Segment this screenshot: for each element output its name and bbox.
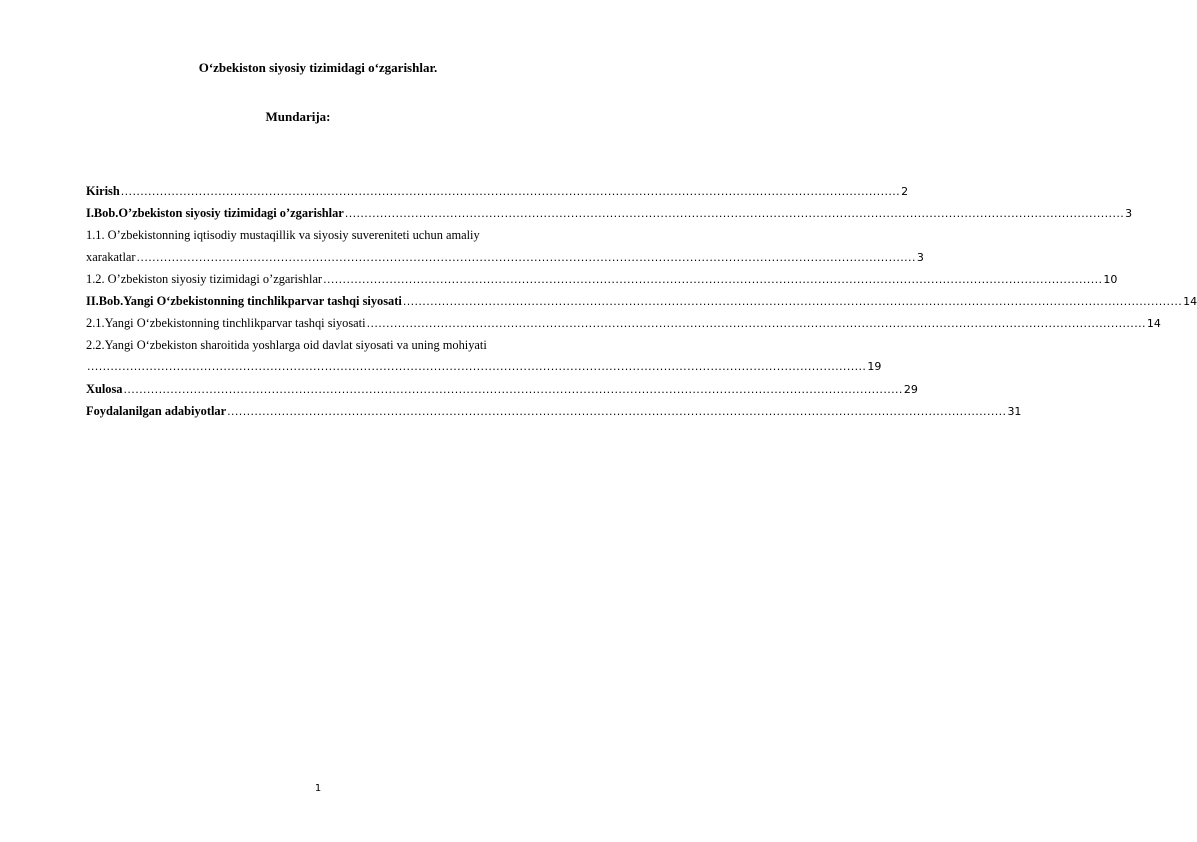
toc-page-number: 3 bbox=[916, 251, 924, 264]
toc-leader-dots: ........................................................................................................................................................................................................ bbox=[123, 383, 903, 396]
document-title: O‘zbekiston siyosiy tizimidagi o‘zgarishlar. bbox=[198, 60, 438, 75]
toc-page-number: 31 bbox=[1007, 405, 1022, 418]
toc-leader-dots: ........................................................................................................................................................................................................ bbox=[87, 360, 867, 373]
toc-entry-bob2[interactable] bbox=[86, 290, 1197, 312]
toc-page-number: 14 bbox=[1146, 317, 1161, 330]
toc-entry-s11-line1[interactable]: 1.1. O’zbekistonning iqtisodiy mustaqillik va siyosiy suvereniteti uchun amaliy bbox=[86, 228, 480, 242]
toc-heading: Mundarija: bbox=[265, 109, 331, 124]
toc-entry-bob1[interactable] bbox=[86, 202, 1133, 224]
toc-entry-text: xarakatlar bbox=[86, 250, 136, 264]
toc-entry-xulosa[interactable] bbox=[86, 378, 918, 400]
toc-page-number: 14 bbox=[1183, 295, 1197, 308]
page-number: 1 bbox=[314, 783, 322, 794]
toc-page-number: 3 bbox=[1125, 207, 1133, 220]
toc-leader-dots: ........................................................................................................................................................................................................ bbox=[323, 273, 1103, 286]
toc-entry-s22[interactable] bbox=[86, 356, 882, 378]
toc-leader-dots: ........................................................................................................................................................................................................ bbox=[366, 317, 1146, 330]
toc-entry-s21[interactable] bbox=[86, 312, 1161, 334]
toc-entry-text: 2.1.Yangi O‘zbekistonning tinchlikparvar tashqi siyosati bbox=[86, 316, 366, 330]
toc-entry-s22-line1[interactable]: 2.2.Yangi O‘zbekiston sharoitida yoshlarga oid davlat siyosati va uning mohiyati bbox=[86, 338, 487, 352]
toc-entry-text: 1.2. O’zbekiston siyosiy tizimidagi o’zgarishlar bbox=[86, 272, 323, 286]
toc-entry-text: II.Bob.Yangi O‘zbekistonning tinchlikparvar tashqi siyosati bbox=[86, 294, 402, 308]
toc-entry-text: Kirish bbox=[86, 184, 120, 198]
toc-page-number: 2 bbox=[901, 185, 909, 198]
toc-entry-text: Foydalanilgan adabiyotlar bbox=[86, 404, 227, 418]
toc-page-number: 10 bbox=[1103, 273, 1118, 286]
toc-leader-dots: ........................................................................................................................................................................................................ bbox=[227, 405, 1007, 418]
toc-leader-dots: ........................................................................................................................................................................................................ bbox=[344, 207, 1125, 220]
toc-leader-dots: ........................................................................................................................................................................................................ bbox=[402, 295, 1183, 308]
toc-entry-kirish[interactable] bbox=[86, 180, 909, 202]
toc-page-number: 19 bbox=[867, 360, 882, 373]
toc-page-number: 29 bbox=[903, 383, 918, 396]
toc-entry-adabiyot[interactable] bbox=[86, 400, 1022, 422]
toc-entry-s11[interactable] bbox=[86, 246, 924, 268]
table-of-contents bbox=[86, 180, 1197, 422]
toc-entry-s12[interactable] bbox=[86, 268, 1118, 290]
toc-entry-text: Xulosa bbox=[86, 382, 123, 396]
toc-leader-dots: ........................................................................................................................................................................................................ bbox=[120, 185, 901, 198]
toc-entry-text: I.Bob.O’zbekiston siyosiy tizimidagi o’zgarishlar bbox=[86, 206, 344, 220]
toc-leader-dots: ........................................................................................................................................................................................................ bbox=[136, 251, 916, 264]
